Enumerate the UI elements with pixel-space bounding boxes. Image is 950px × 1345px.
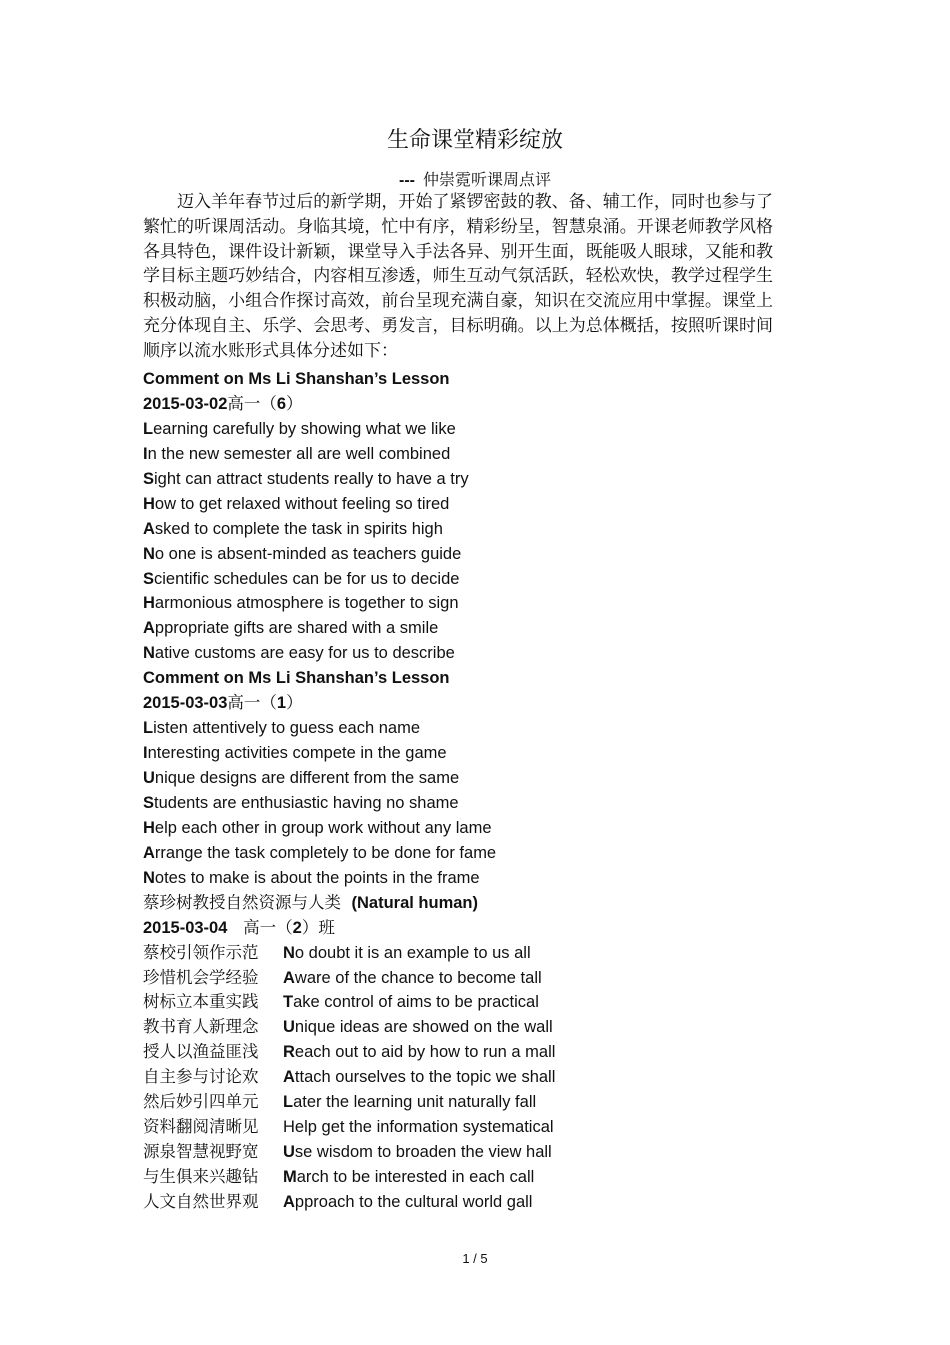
poem-pair-line	[143, 1165, 803, 1190]
acrostic-initial: H	[143, 494, 155, 513]
acrostic-line	[143, 567, 803, 592]
section2-class-pre: 高一（	[227, 693, 277, 713]
poem-cn: 人文自然世界观	[143, 1191, 259, 1211]
acrostic-initial: A	[143, 843, 155, 862]
acrostic-initial: L	[143, 719, 154, 738]
poem-cn: 然后妙引四单元	[143, 1092, 259, 1112]
acrostic-line	[143, 866, 803, 891]
acrostic-text: elp each other in group work without any lame	[154, 818, 492, 837]
poem-pair-line	[143, 1015, 803, 1040]
section1-acrostic	[143, 417, 803, 666]
acrostic-text: o doubt it is an example to us all	[294, 943, 531, 962]
acrostic-initial: A	[283, 1068, 295, 1087]
acrostic-text: ater the learning unit naturally fall	[293, 1093, 537, 1112]
poem-cn: 珍惜机会学经验	[143, 967, 259, 987]
acrostic-text: rrange the task completely to be done for fame	[154, 843, 497, 862]
acrostic-text: isten attentively to guess each name	[153, 719, 421, 738]
acrostic-text: sked to complete the task in spirits high	[154, 519, 443, 538]
acrostic-text: o one is absent-minded as teachers guide	[154, 544, 462, 563]
acrostic-text: cientific schedules can be for us to decide	[154, 569, 460, 588]
acrostic-initial: A	[143, 619, 155, 638]
acrostic-initial: N	[283, 943, 295, 962]
acrostic-initial: S	[143, 469, 155, 488]
section3-class-num: 2	[292, 918, 302, 937]
acrostic-initial: A	[283, 1192, 295, 1211]
page-number: 1 / 5	[462, 1251, 488, 1266]
section2-heading: Comment on Ms Li Shanshan’s Lesson	[143, 669, 450, 688]
acrostic-text: elp get the information systematical	[294, 1118, 554, 1137]
acrostic-line	[143, 417, 803, 442]
acrostic-line	[143, 791, 803, 816]
acrostic-initial: L	[283, 1093, 294, 1112]
acrostic-initial: H	[283, 1118, 295, 1137]
acrostic-text: tudents are enthusiastic having no shame	[154, 793, 459, 812]
section1-class-num: 6	[276, 394, 287, 413]
section3-heading-en: (Natural human)	[351, 893, 479, 912]
section3-heading-cn: 蔡珍树教授自然资源与人类	[143, 892, 341, 912]
poem-pair-line	[143, 1090, 803, 1115]
intro-paragraph: 迈入羊年春节过后的新学期，开始了紧锣密鼓的教、备、辅工作，同时也参与了繁忙的听课周活动。身临其境，忙中有序，精彩纷呈，智慧泉涌。开课老师教学风格各具特色，课件设计新颖，课堂导入手法各异、别开生面，既能吸人眼球，又能和教学目标主题巧妙结合，内容相互渗透，师生互动气氛活跃，轻松欢快，教学过程学生积极动脑，小组合作探讨高效，前台呈现充满自豪，知识在交流应用中掌握。课堂上充分体现自主、乐学、会思考、勇发言，目标明确。以上为总体概括，按照听课时间顺序以流水账形式具体分述如下：	[143, 192, 773, 361]
acrostic-text: ake control of aims to be practical	[293, 993, 539, 1012]
section1-date-class	[143, 392, 803, 417]
acrostic-text: arch to be interested in each call	[296, 1168, 535, 1186]
acrostic-text: each out to aid by how to run a mall	[294, 1043, 556, 1062]
subtitle-dash: ---	[399, 172, 415, 189]
acrostic-text: se wisdom to broaden the view hall	[294, 1143, 552, 1162]
acrostic-text: n the new semester all are well combined	[147, 444, 451, 463]
poem-pair-line	[143, 1065, 803, 1090]
acrostic-text: otes to make is about the points in the frame	[154, 868, 480, 887]
acrostic-line	[143, 442, 803, 467]
acrostic-line	[143, 716, 803, 741]
acrostic-initial: N	[143, 644, 155, 663]
acrostic-initial: R	[283, 1043, 295, 1062]
acrostic-line	[143, 616, 803, 641]
acrostic-initial: N	[143, 544, 155, 563]
section3-pairs	[143, 941, 803, 1215]
acrostic-line	[143, 542, 803, 567]
section3-heading	[143, 891, 803, 916]
acrostic-initial: A	[283, 968, 295, 987]
acrostic-initial: I	[143, 444, 148, 463]
acrostic-text: nique designs are different from the same	[154, 769, 460, 787]
acrostic-text: ppropriate gifts are shared with a smile	[154, 619, 439, 638]
poem-cn: 与生俱来兴趣钻	[143, 1167, 259, 1186]
section1-class-post: ）	[286, 393, 303, 413]
poem-cn: 树标立本重实践	[143, 992, 259, 1012]
acrostic-initial: U	[143, 769, 155, 787]
acrostic-initial: N	[143, 868, 155, 887]
acrostic-initial: H	[143, 594, 155, 613]
acrostic-line	[143, 766, 803, 791]
acrostic-text: earning carefully by showing what we like	[153, 419, 456, 438]
acrostic-initial: U	[283, 1018, 295, 1037]
section3-class-post: ）班	[301, 917, 335, 937]
acrostic-initial: T	[283, 993, 294, 1012]
acrostic-line	[143, 641, 803, 666]
acrostic-text: ative customs are easy for us to describe	[154, 644, 455, 663]
acrostic-text: ttach ourselves to the topic we shall	[294, 1068, 556, 1087]
acrostic-initial: S	[143, 569, 155, 588]
poem-cn: 教书育人新理念	[143, 1017, 259, 1037]
poem-pair-line	[143, 1115, 803, 1140]
poem-pair-line	[143, 1190, 803, 1215]
poem-cn: 授人以渔益匪浅	[143, 1042, 259, 1062]
section3-date: 2015-03-04	[143, 918, 228, 937]
acrostic-line	[143, 467, 803, 492]
acrostic-initial: I	[143, 744, 148, 763]
content-lines	[143, 367, 803, 1215]
section1-heading: Comment on Ms Li Shanshan’s Lesson	[143, 370, 450, 388]
acrostic-line	[143, 816, 803, 841]
acrostic-initial: M	[283, 1168, 297, 1186]
poem-cn: 资料翻阅清晰见	[143, 1117, 259, 1137]
acrostic-text: ight can attract students really to have a try	[154, 469, 469, 488]
acrostic-text: nteresting activities compete in the game	[147, 744, 447, 763]
section3-date-class	[143, 916, 803, 941]
acrostic-text: nique ideas are showed on the wall	[294, 1018, 553, 1037]
poem-pair-line	[143, 966, 803, 991]
acrostic-text: pproach to the cultural world gall	[294, 1192, 533, 1211]
poem-pair-line	[143, 941, 803, 966]
acrostic-line	[143, 517, 803, 542]
section2-class-post: ）	[286, 693, 303, 713]
poem-cn: 源泉智慧视野宽	[143, 1142, 259, 1162]
poem-pair-line	[143, 1040, 803, 1065]
acrostic-initial: H	[143, 818, 155, 837]
acrostic-initial: A	[143, 519, 155, 538]
poem-cn: 自主参与讨论欢	[143, 1067, 259, 1087]
acrostic-initial: U	[283, 1143, 295, 1162]
section2-date: 2015-03-03	[143, 694, 228, 713]
acrostic-line	[143, 591, 803, 616]
section2-date-class	[143, 691, 803, 716]
acrostic-line	[143, 841, 803, 866]
section2-class-num: 1	[276, 694, 287, 713]
section1-class-pre: 高一（	[227, 393, 277, 413]
section1-date: 2015-03-02	[143, 394, 228, 413]
acrostic-line	[143, 741, 803, 766]
acrostic-line	[143, 492, 803, 517]
acrostic-text: ow to get relaxed without feeling so tired	[154, 494, 450, 513]
poem-pair-line	[143, 1140, 803, 1165]
poem-cn: 蔡校引领作示范	[143, 942, 259, 962]
poem-pair-line	[143, 990, 803, 1015]
section3-class-pre: 高一（	[243, 917, 293, 937]
acrostic-initial: L	[143, 419, 154, 438]
section2-acrostic	[143, 716, 803, 891]
document-title: 生命课堂精彩绽放	[386, 128, 563, 153]
acrostic-text: armonious atmosphere is together to sign	[154, 594, 459, 613]
acrostic-initial: S	[143, 793, 155, 812]
subtitle-text: 仲崇霓听课周点评	[422, 170, 551, 189]
acrostic-text: ware of the chance to become tall	[294, 968, 542, 987]
